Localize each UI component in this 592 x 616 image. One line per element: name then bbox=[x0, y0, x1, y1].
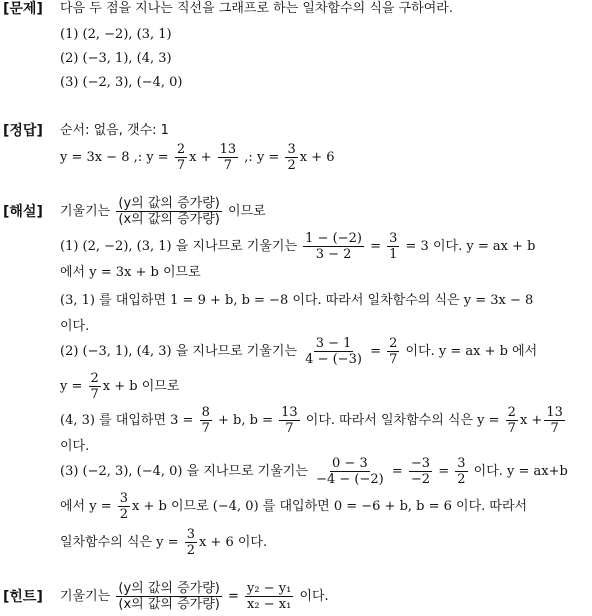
answer-2-frac: $\frac{2}{7}$ bbox=[176, 142, 186, 173]
solution-2-line-3 bbox=[60, 402, 588, 440]
s2-l2-post: x + b 이므로 bbox=[102, 379, 180, 394]
s2-l2-pre: y = bbox=[60, 379, 83, 394]
hint-post: 이다. bbox=[299, 589, 329, 604]
s3-l3-frac: $\frac{3}{2}$ bbox=[186, 527, 195, 558]
problem-item-2: (2) (−3, 1), (4, 3) bbox=[60, 51, 172, 66]
problem-item-1: (1) (2, −2), (3, 1) bbox=[60, 27, 172, 42]
s3-post: 이다. y = ax+b bbox=[473, 464, 568, 479]
s2-l3-mid2: 이다. 따라서 일차함수의 식은 y = bbox=[305, 413, 500, 428]
answer-2-frac2: $\frac{13}{7}$ bbox=[219, 142, 237, 173]
answer-sep-2: ,: bbox=[240, 150, 257, 165]
s2-pre: (2) (−3, 1), (4, 3) 을 지나므로 기울기는 bbox=[60, 344, 298, 359]
s3-frac-a: $\frac{0 - 3}{-4 - (-2)}$ bbox=[316, 456, 384, 487]
s1-eq: = bbox=[370, 239, 381, 254]
answer-3-frac: $\frac{3}{2}$ bbox=[287, 142, 296, 173]
s2-frac-a: $\frac{3 - 1}{4 - (-3)}$ bbox=[305, 336, 362, 367]
answer-line bbox=[60, 138, 588, 178]
s3-l2-frac: $\frac{3}{2}$ bbox=[119, 491, 129, 522]
slope-def-frac: $\frac{\text{(y의 값의 증가량)}}{\text{(x의 값의 증가량)}}$ bbox=[118, 196, 220, 227]
answer-meta: 순서: 없음, 갯수: 1 bbox=[60, 123, 169, 138]
slope-def-tail: 이므로 bbox=[227, 204, 266, 219]
s3-eq: = bbox=[391, 464, 403, 479]
problem-prompt: 다음 두 점을 지나는 직선을 그래프로 하는 일차함수의 식을 구하여라. bbox=[60, 1, 453, 16]
s2-l3-mid: + b, b = bbox=[218, 413, 273, 428]
answer-tag: [정답] bbox=[3, 123, 43, 139]
s3-frac-b: $\frac{-3}{-2}$ bbox=[410, 456, 431, 487]
answer-1: y = 3x − 8 bbox=[60, 150, 130, 165]
solution-3-line-3 bbox=[60, 524, 588, 562]
s1-pre: (1) (2, −2), (3, 1) 을 지나므로 기울기는 bbox=[60, 239, 298, 254]
s2-frac-b: $\frac{2}{7}$ bbox=[389, 336, 398, 367]
hint-frac-b: $\frac{\text{y₂ − y₁}}{\text{x₂ − x₁}}$ bbox=[247, 581, 292, 612]
hint-tag: [힌트] bbox=[3, 589, 43, 605]
solution-1-line-1 bbox=[60, 228, 588, 266]
s3-l3-pre: 일차함수의 식은 y = bbox=[60, 535, 179, 550]
s2-l2-frac: $\frac{2}{7}$ bbox=[90, 371, 99, 402]
solution-2-line-1 bbox=[60, 332, 588, 372]
solution-2-line-2 bbox=[60, 368, 588, 406]
s3-eq2: = bbox=[438, 464, 450, 479]
s3-pre: (3) (−2, 3), (−4, 0) 을 지나므로 기울기는 bbox=[60, 464, 308, 479]
answer-2-mid: x + bbox=[189, 150, 212, 165]
hint-pre: 기울기는 bbox=[60, 589, 111, 604]
answer-3-pre: y = bbox=[256, 150, 280, 165]
hint-eq: = bbox=[227, 589, 239, 604]
s2-l3-frac-a: $\frac{8}{7}$ bbox=[201, 405, 210, 436]
s1-post: = 3 이다. y = ax + b bbox=[405, 239, 536, 254]
problem-item-3: (3) (−2, 3), (−4, 0) bbox=[60, 75, 183, 90]
s3-l2-post: x + b 이므로 (−4, 0) 를 대입하면 0 = −6 + b, b = 6 이다. 따라서 bbox=[132, 499, 528, 514]
s2-eq: = bbox=[370, 344, 381, 359]
solution-1-line-3: (3, 1) 를 대입하면 1 = 9 + b, b = −8 이다. 따라서 일차함수의 식은 y = 3x − 8 bbox=[60, 293, 534, 308]
solution-slope-def bbox=[60, 192, 588, 232]
s1-frac-b: $\frac{3}{1}$ bbox=[389, 231, 398, 262]
s2-l3-mid3: x + bbox=[519, 413, 543, 428]
solution-2-line-4: 이다. bbox=[60, 439, 90, 454]
s3-frac-c: $\frac{3}{2}$ bbox=[457, 456, 466, 487]
hint-frac-a: $\frac{\text{(y의 값의 증가량)}}{\text{(x의 값의 증가량)}}$ bbox=[118, 581, 220, 612]
s2-l3-frac-b: $\frac{13}{7}$ bbox=[281, 405, 298, 436]
slope-label: 기울기는 bbox=[60, 204, 111, 219]
answer-2-pre: y = bbox=[146, 150, 169, 165]
solution-tag: [해설] bbox=[3, 204, 43, 220]
s3-l2-pre: 에서 y = bbox=[60, 499, 112, 514]
solution-3-line-2 bbox=[60, 488, 588, 526]
hint-line bbox=[60, 578, 588, 616]
solution-1-line-4: 이다. bbox=[60, 319, 90, 334]
answer-sep-1: ,: bbox=[129, 150, 147, 165]
problem-tag: [문제] bbox=[3, 1, 43, 17]
s1-frac-a: $\frac{1 - (-2)}{3 - 2}$ bbox=[305, 231, 362, 262]
s2-l3-pre: (4, 3) 를 대입하면 3 = bbox=[60, 413, 194, 428]
solution-3-line-1 bbox=[60, 452, 588, 492]
solution-1-line-2: 에서 y = 3x + b 이므로 bbox=[60, 265, 201, 280]
s2-l3-frac-c: $\frac{2}{7}$ bbox=[507, 405, 516, 436]
answer-3-post: x + 6 bbox=[299, 150, 335, 165]
s2-l3-frac-d: $\frac{13}{7}$ bbox=[546, 405, 563, 436]
s2-post: 이다. y = ax + b 에서 bbox=[405, 344, 538, 359]
s3-l3-post: x + 6 이다. bbox=[198, 535, 268, 550]
